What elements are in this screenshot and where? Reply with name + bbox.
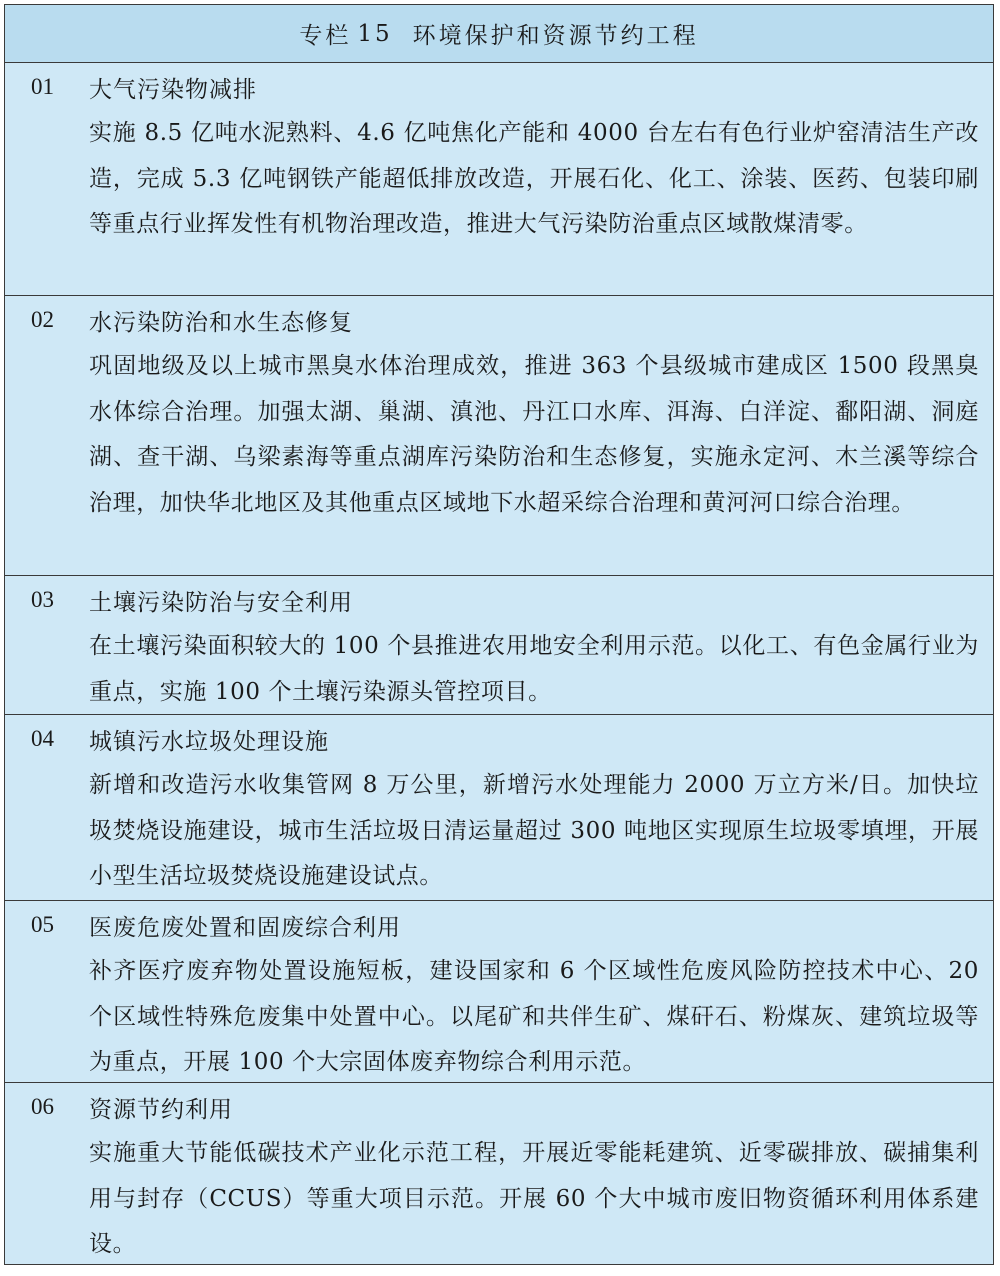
section-title: 大气污染物减排 <box>89 76 257 103</box>
section-title: 土壤污染防治与安全利用 <box>89 589 353 616</box>
section-body: 实施 8.5 亿吨水泥熟料、4.6 亿吨焦化产能和 4000 台左右有色行业炉窑清洁生产改造，完成 5.3 亿吨钢铁产能超低排放改造，开展石化、化工、涂装、医药、包装印刷等重点行业挥发性有机物治理改造，推进大气污染防治重点区域散煤清零。 <box>89 120 979 237</box>
section-title: 水污染防治和水生态修复 <box>89 309 353 336</box>
section-body: 在土壤污染面积较大的 100 个县推进农用地安全利用示范。以化工、有色金属行业为重点，实施 100 个土壤污染源头管控项目。 <box>89 633 979 705</box>
section-body: 实施重大节能低碳技术产业化示范工程，开展近零能耗建筑、近零碳排放、碳捕集利用与封存（CCUS）等重大项目示范。开展 60 个大中城市废旧物资循环利用体系建设。 <box>89 1140 979 1257</box>
section-body: 巩固地级及以上城市黑臭水体治理成效，推进 363 个县级城市建成区 1500 段黑臭水体综合治理。加强太湖、巢湖、滇池、丹江口水库、洱海、白洋淀、鄱阳湖、洞庭湖、查干湖、乌梁素海等重点湖库污染防治和生态修复，实施永定河、木兰溪等综合治理，加快华北地区及其他重点区域地下水超采综合治理和黄河河口综合治理。 <box>89 353 979 516</box>
section-title: 医废危废处置和固废综合利用 <box>89 914 401 941</box>
column-box <box>4 4 994 1265</box>
column-label: 专栏 <box>299 23 352 49</box>
section-number: 06 <box>31 1094 54 1119</box>
section-item <box>5 576 993 715</box>
section-item <box>5 1083 993 1276</box>
section-number: 03 <box>31 587 54 612</box>
column-title: 环境保护和资源节约工程 <box>412 23 699 49</box>
section-item <box>5 715 993 901</box>
section-number: 01 <box>31 74 54 99</box>
column-header <box>5 5 993 63</box>
column-number: 15 <box>357 20 393 47</box>
section-item <box>5 296 993 576</box>
section-body: 新增和改造污水收集管网 8 万公里，新增污水处理能力 2000 万立方米/日。加快垃圾焚烧设施建设，城市生活垃圾日清运量超过 300 吨地区实现原生垃圾零填埋，开展小型生活垃圾焚烧设施建设试点。 <box>89 772 979 889</box>
section-number: 02 <box>31 307 54 332</box>
section-title: 资源节约利用 <box>89 1096 233 1123</box>
section-item <box>5 901 993 1083</box>
section-item <box>5 63 993 296</box>
section-title: 城镇污水垃圾处理设施 <box>89 728 329 755</box>
section-number: 04 <box>31 726 54 751</box>
section-number: 05 <box>31 912 54 937</box>
section-body: 补齐医疗废弃物处置设施短板，建设国家和 6 个区域性危废风险防控技术中心、20 个区域性特殊危废集中处置中心。以尾矿和共伴生矿、煤矸石、粉煤灰、建筑垃圾等为重点，开展 100 个大宗固体废弃物综合利用示范。 <box>89 958 979 1075</box>
